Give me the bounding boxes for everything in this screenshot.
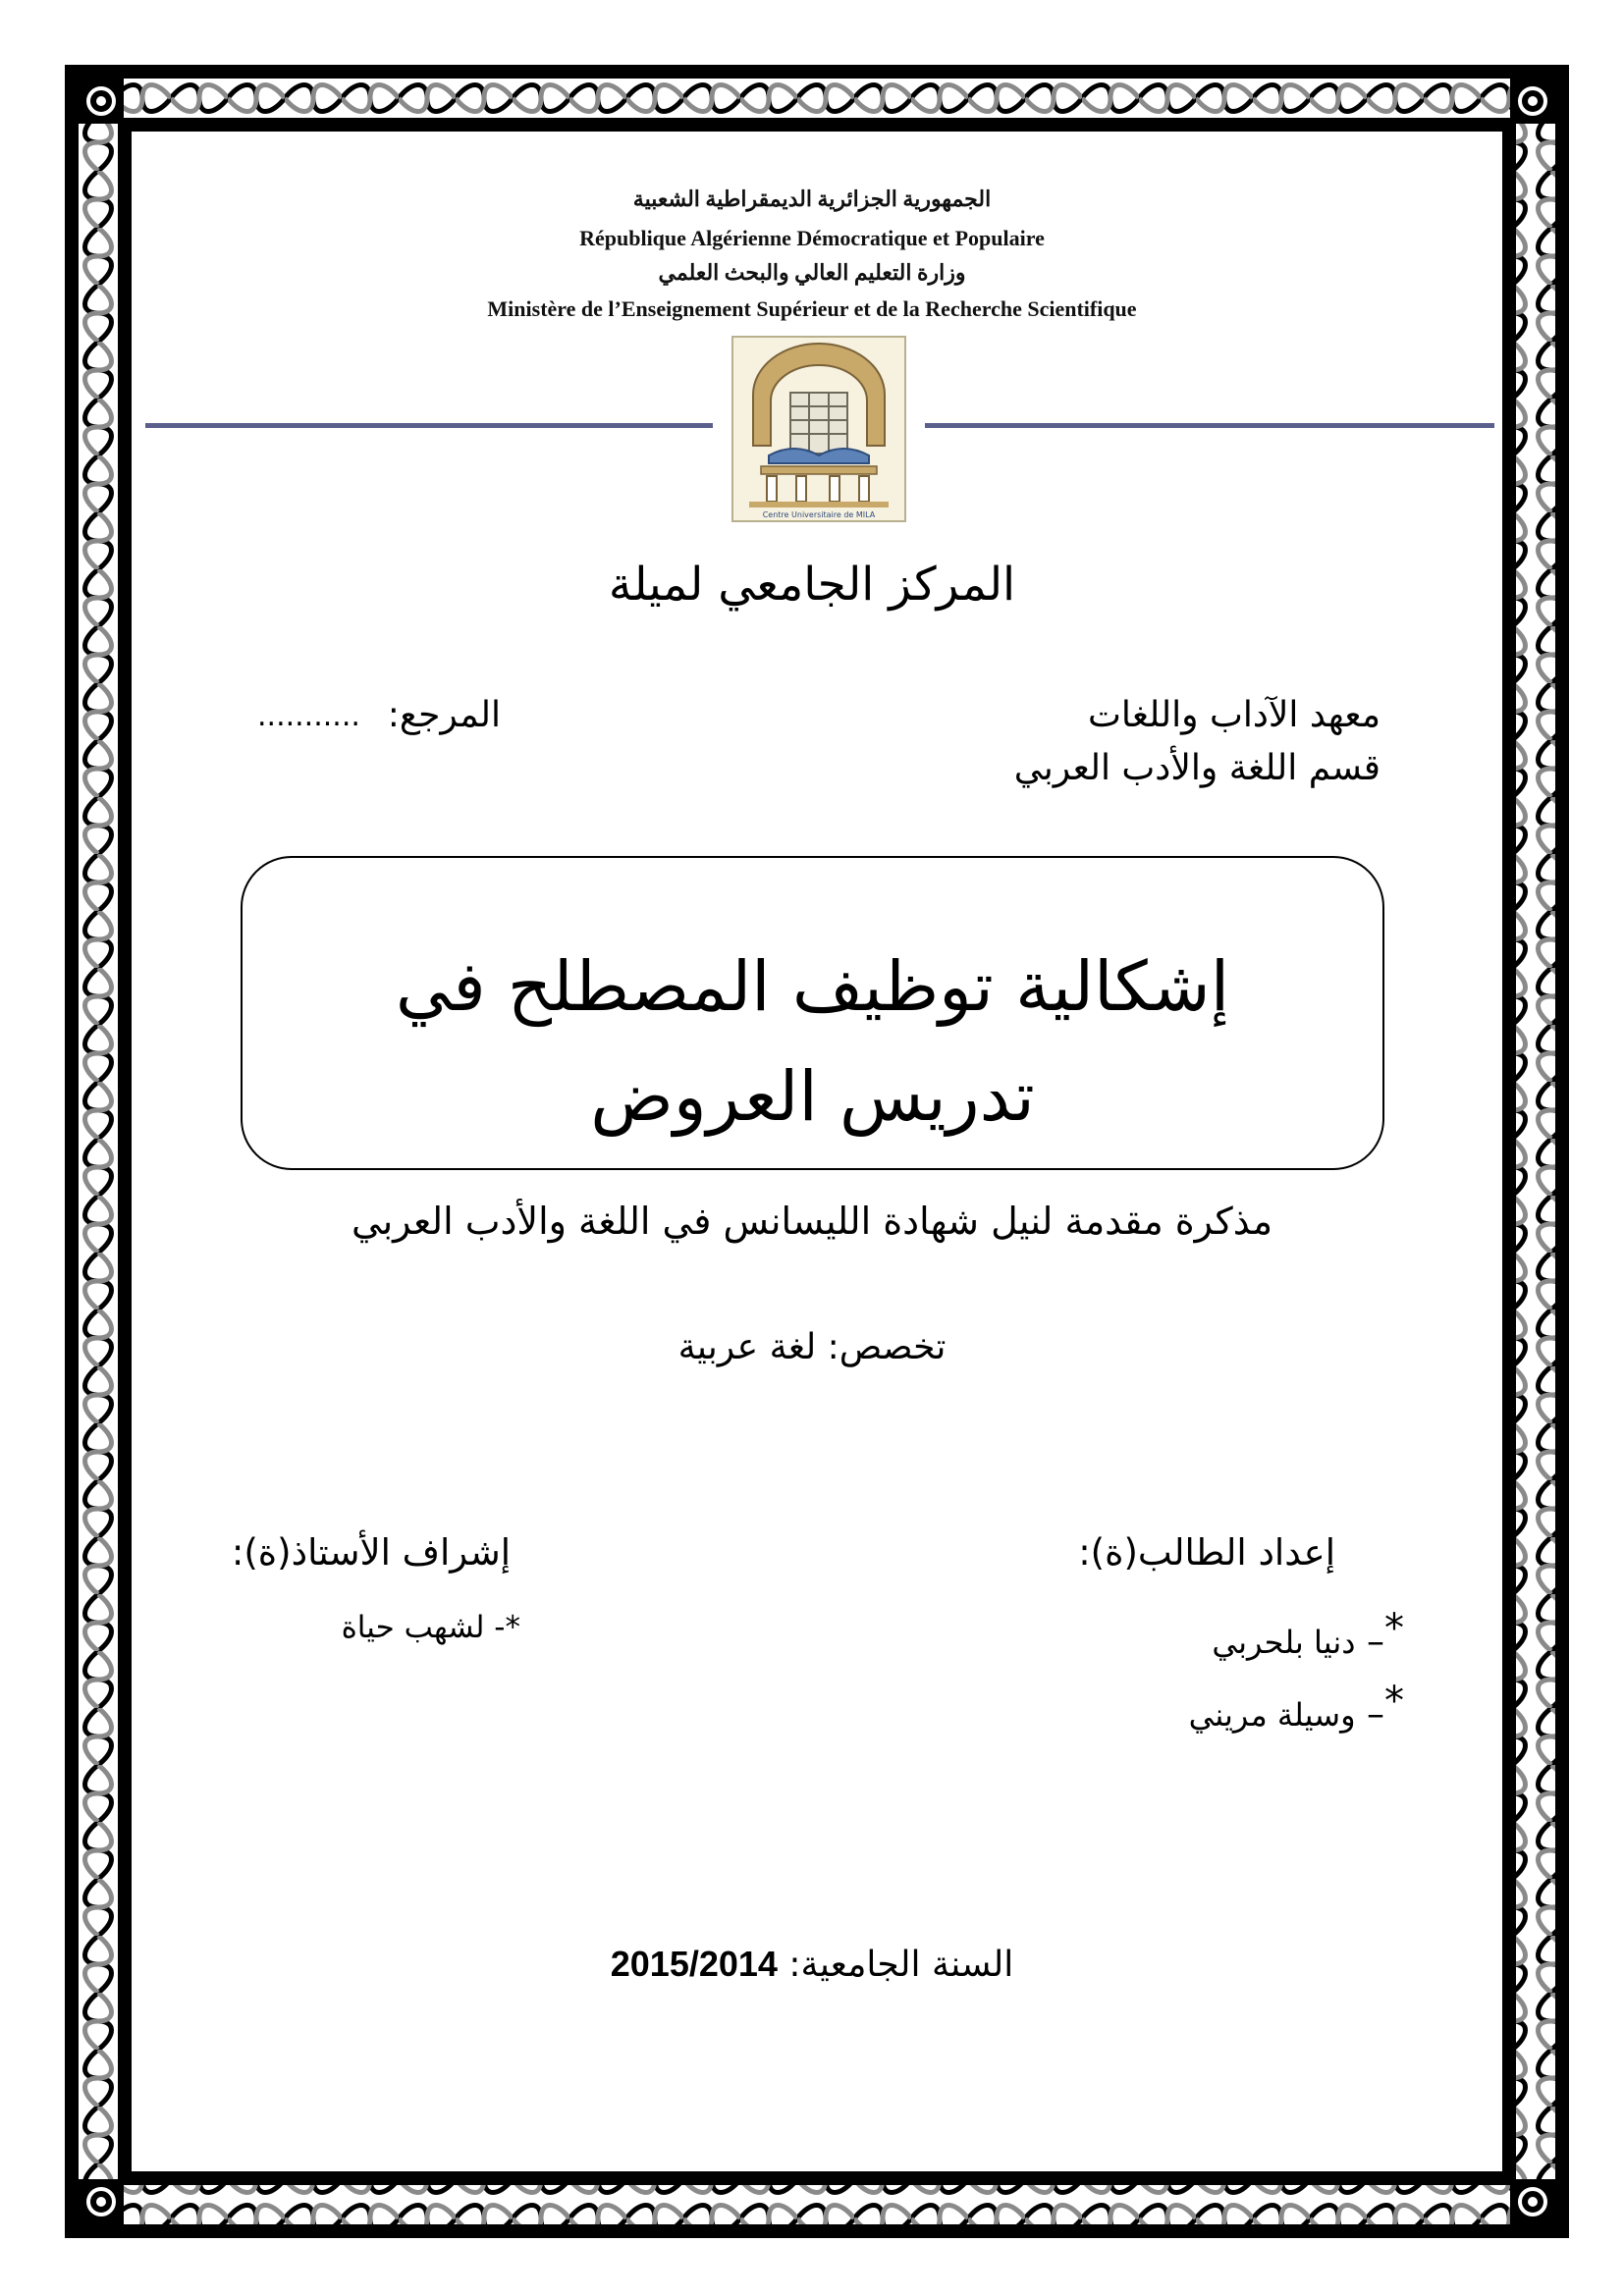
institute-name: معهد الآداب واللغات — [1088, 695, 1380, 735]
academic-year-value: 2015/2014 — [610, 1944, 778, 1984]
supervisor-heading: إشراف الأستاذ(ة): — [231, 1531, 511, 1574]
republic-arabic: الجمهورية الجزائرية الديمقراطية الشعبية — [632, 187, 992, 211]
bullet-dash-1: – — [1355, 1622, 1384, 1662]
academic-year — [0, 1944, 1624, 1985]
academic-year-label: السنة الجامعية: — [788, 1945, 1014, 1985]
university-center-name: المركز الجامعي لميلة — [608, 558, 1016, 612]
reference-label: المرجع: — [387, 695, 501, 735]
republic-french: République Algérienne Démocratique et Populaire — [579, 226, 1045, 250]
ministry-arabic: وزارة التعليم العالي والبحث العلمي — [658, 260, 966, 285]
logo-caption: Centre Universitaire de MILA — [762, 510, 876, 519]
specialty: تخصص: لغة عربية — [677, 1327, 947, 1367]
student-name-1 — [982, 1606, 1404, 1662]
supervisor-name: *- لشهب حياة — [341, 1610, 520, 1645]
header-rule-left — [145, 423, 713, 428]
students-heading: إعداد الطالب(ة): — [1078, 1531, 1335, 1574]
ministry-french: Ministère de l’Enseignement Supérieur et de la Recherche Scientifique — [487, 296, 1137, 321]
student-name-2-text: وسيلة مريني — [1188, 1696, 1356, 1734]
thesis-title-line-2: تدريس العروض — [590, 1056, 1035, 1137]
student-name-2 — [982, 1679, 1404, 1735]
reference-value: ........... — [257, 699, 360, 733]
university-logo — [731, 336, 906, 522]
student-name-1-text: دنيا بلحربي — [1212, 1624, 1356, 1661]
thesis-subtitle: مذكرة مقدمة لنيل شهادة الليسانس في اللغة والأدب العربي — [351, 1200, 1273, 1243]
bullet-dash-2: – — [1355, 1694, 1384, 1735]
header-rule-right — [925, 423, 1494, 428]
department-name: قسم اللغة والأدب العربي — [1013, 748, 1380, 788]
thesis-title-line-1: إشكالية توظيف المصطلح في — [395, 946, 1230, 1027]
bullet-star-1: * — [1384, 1606, 1404, 1651]
bullet-star-2: * — [1384, 1679, 1404, 1724]
